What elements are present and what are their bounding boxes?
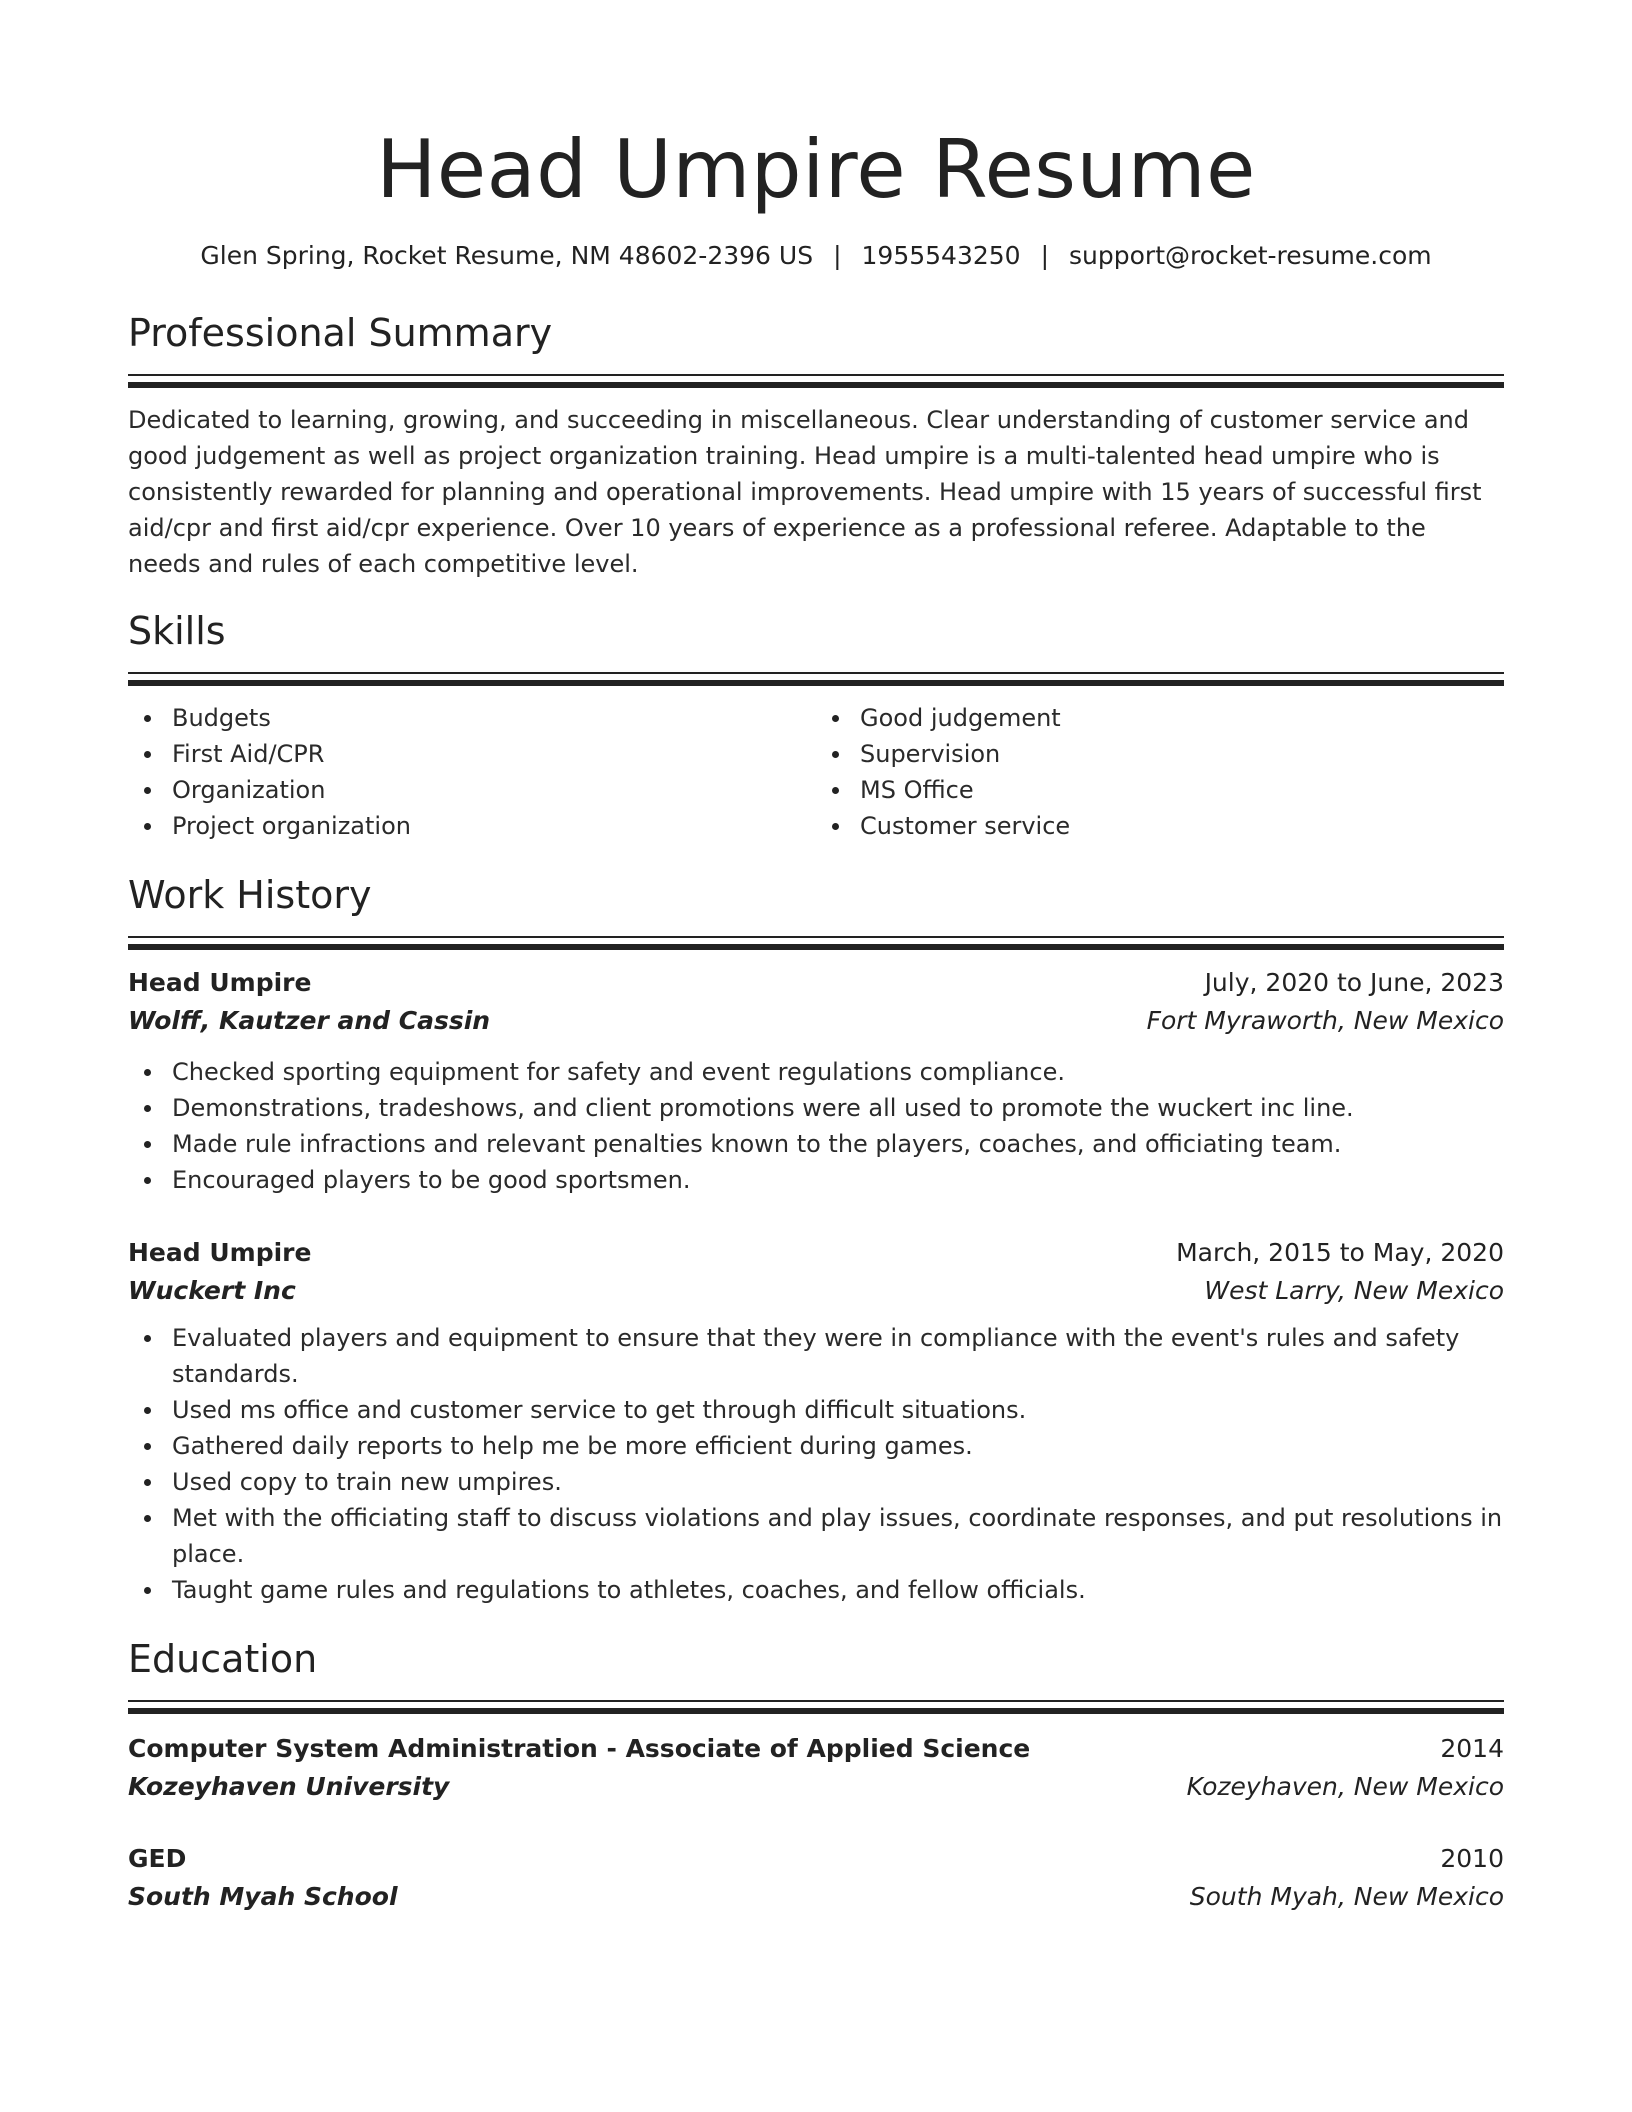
job-dates: July, 2020 to June, 2023	[1204, 968, 1504, 997]
skills-heading: Skills	[128, 609, 226, 653]
skill-item: Good judgement	[816, 700, 1504, 736]
skills-column-left	[128, 700, 816, 844]
education-school: Kozeyhaven University	[128, 1772, 450, 1801]
job-dates: March, 2015 to May, 2020	[1176, 1238, 1504, 1267]
job-duty: Encouraged players to be good sportsmen.	[128, 1162, 1504, 1198]
job-company: Wuckert Inc	[128, 1276, 296, 1305]
job-duty: Met with the officiating staff to discuss violations and play issues, coordinate responses, and put resolutions in place.	[128, 1500, 1504, 1572]
education-section	[128, 1634, 1504, 1916]
education-year: 2010	[1440, 1844, 1504, 1873]
section-divider	[128, 374, 1504, 376]
education-header-row	[128, 1840, 1504, 1878]
job-duty: Taught game rules and regulations to athletes, coaches, and fellow officials.	[128, 1572, 1504, 1608]
section-divider-thick	[128, 944, 1504, 950]
work-history-section	[128, 870, 1504, 1608]
job-entry	[128, 1234, 1504, 1608]
job-duty: Used copy to train new umpires.	[128, 1464, 1504, 1500]
summary-section	[128, 308, 1504, 582]
job-company: Wolff, Kautzer and Cassin	[128, 1006, 491, 1035]
education-degree: GED	[128, 1844, 187, 1873]
skill-item: Customer service	[816, 808, 1504, 844]
job-duty: Used ms office and customer service to get through difficult situations.	[128, 1392, 1504, 1428]
job-header-row	[128, 964, 1504, 1002]
work-history-heading: Work History	[128, 873, 372, 917]
job-location: Fort Myraworth, New Mexico	[1146, 1006, 1504, 1035]
education-year: 2014	[1440, 1734, 1504, 1763]
job-company-row	[128, 1002, 1504, 1040]
education-entry	[128, 1730, 1504, 1806]
job-duty: Checked sporting equipment for safety and event regulations compliance.	[128, 1054, 1504, 1090]
job-duty: Evaluated players and equipment to ensure that they were in compliance with the event's rules and safety standards.	[128, 1320, 1504, 1392]
section-divider	[128, 672, 1504, 674]
section-divider	[128, 1700, 1504, 1702]
section-divider-thick	[128, 382, 1504, 388]
job-header-row	[128, 1234, 1504, 1272]
job-duties-list	[128, 1054, 1504, 1198]
skill-item: MS Office	[816, 772, 1504, 808]
contact-line	[128, 238, 1504, 274]
job-duty: Made rule infractions and relevant penalties known to the players, coaches, and officiating team.	[128, 1126, 1504, 1162]
skill-item: Supervision	[816, 736, 1504, 772]
education-school-row	[128, 1768, 1504, 1806]
skill-item: First Aid/CPR	[128, 736, 816, 772]
skills-grid	[128, 700, 1504, 844]
skill-item: Project organization	[128, 808, 816, 844]
job-duty: Gathered daily reports to help me be more efficient during games.	[128, 1428, 1504, 1464]
contact-email: support@rocket-resume.com	[1069, 241, 1432, 270]
education-heading: Education	[128, 1637, 318, 1681]
skills-column-right	[816, 700, 1504, 844]
education-header-row	[128, 1730, 1504, 1768]
job-title: Head Umpire	[128, 968, 312, 997]
education-location: South Myah, New Mexico	[1189, 1882, 1504, 1911]
education-degree: Computer System Administration - Associate of Applied Science	[128, 1734, 1031, 1763]
contact-address: Glen Spring, Rocket Resume, NM 48602-2396 US	[200, 241, 814, 270]
resume-title: Head Umpire Resume	[376, 123, 1256, 216]
job-duties-list	[128, 1320, 1504, 1608]
skills-list-right	[816, 700, 1504, 844]
skill-item: Organization	[128, 772, 816, 808]
education-school: South Myah School	[128, 1882, 398, 1911]
section-divider-thick	[128, 1708, 1504, 1714]
skills-list-left	[128, 700, 816, 844]
skill-item: Budgets	[128, 700, 816, 736]
summary-text: Dedicated to learning, growing, and succeeding in miscellaneous. Clear understanding of customer service and good judgement as well as project organization training. Head umpire is a multi-talented head umpire who is consistently rewarded for planning and operational improvements. Head umpire with 15 years of successful first aid/cpr and first aid/cpr experience. Over 10 years of experience as a professional referee. Adaptable to the needs and rules of each competitive level.	[128, 406, 1482, 578]
job-entry	[128, 964, 1504, 1198]
education-entry	[128, 1840, 1504, 1916]
contact-separator: |	[1040, 241, 1050, 270]
summary-heading: Professional Summary	[128, 311, 553, 355]
education-school-row	[128, 1878, 1504, 1916]
contact-phone: 1955543250	[861, 241, 1021, 270]
job-company-row	[128, 1272, 1504, 1310]
section-divider	[128, 936, 1504, 938]
education-location: Kozeyhaven, New Mexico	[1186, 1772, 1504, 1801]
job-title: Head Umpire	[128, 1238, 312, 1267]
section-divider-thick	[128, 680, 1504, 686]
skills-section	[128, 606, 1504, 844]
contact-separator: |	[833, 241, 842, 270]
job-duty: Demonstrations, tradeshows, and client promotions were all used to promote the wuckert inc line.	[128, 1090, 1504, 1126]
job-location: West Larry, New Mexico	[1204, 1276, 1504, 1305]
